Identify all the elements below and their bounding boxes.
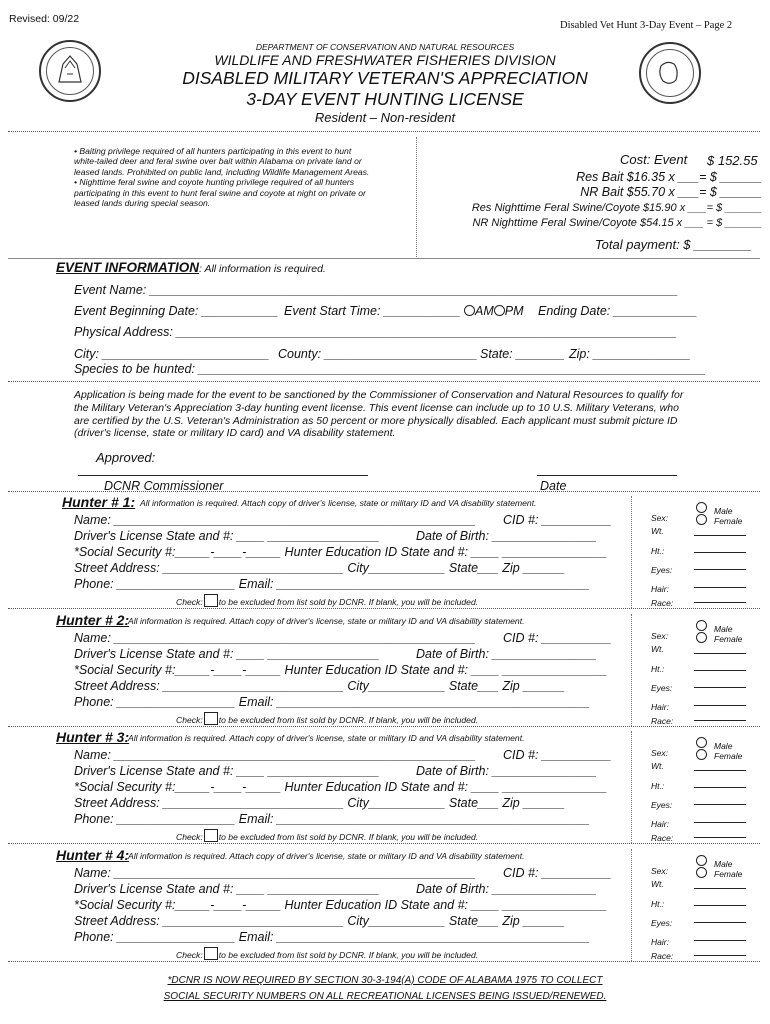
- bait-info-bullet: • Baiting privilege required of all hunters participating in this event to hunt white-tailed deer and feral swine over bait within Alabama on private land or leased lands. Prohibited on public land, including Wildlife Management Areas.: [74, 146, 370, 177]
- weight-label: Wt.: [651, 879, 664, 889]
- commissioner-label: DCNR Commissioner: [104, 479, 224, 493]
- hunter-name-field[interactable]: Name: ____________________________________________________: [74, 866, 476, 880]
- event-info-heading-row: [56, 260, 326, 275]
- hair-line[interactable]: [694, 705, 746, 706]
- zip-field[interactable]: Zip: ______________: [569, 347, 691, 361]
- exclude-note: to be excluded from list sold by DCNR. If blank, you will be included.: [218, 950, 479, 960]
- hunter-ssn-hunter-ed-field[interactable]: *Social Security #:_____-____-_____ Hunter Education ID State and #: ____ _______________: [74, 780, 608, 794]
- height-line[interactable]: [694, 905, 746, 906]
- footer-line-2: SOCIAL SECURITY NUMBERS ON ALL RECREATIONAL LICENSES BEING ISSUED/RENEWED.: [163, 991, 607, 1002]
- hunter-drivers-license-field[interactable]: Driver's License State and #: ____ ________________: [74, 529, 380, 543]
- cost-label: Cost: Event: [620, 152, 688, 167]
- department-name: DEPARTMENT OF CONSERVATION AND NATURAL RESOURCES: [255, 42, 515, 52]
- female-radio[interactable]: [696, 864, 707, 882]
- hunter-exclude-row: [176, 947, 478, 960]
- weight-label: Wt.: [651, 761, 664, 771]
- commissioner-signature-line[interactable]: [78, 475, 368, 476]
- hunter-note: All information is required. Attach copy of driver's license, state or military ID and VA disability statement.: [128, 851, 525, 861]
- weight-label: Wt.: [651, 644, 664, 654]
- race-label: Race:: [651, 951, 674, 961]
- event-start-time-field[interactable]: Event Start Time: ___________: [284, 304, 461, 318]
- event-info-note: : All information is required.: [199, 263, 326, 275]
- height-label: Ht.:: [651, 664, 665, 674]
- hunter-ssn-hunter-ed-field[interactable]: *Social Security #:_____-____-_____ Hunter Education ID State and #: ____ _______________: [74, 663, 608, 677]
- hunter-cid-field[interactable]: CID #: __________: [503, 748, 612, 762]
- event-name-field[interactable]: Event Name: ____________________________________________________________________________: [74, 283, 679, 297]
- eyes-label: Eyes:: [651, 918, 673, 928]
- height-label: Ht.:: [651, 546, 665, 556]
- hair-line[interactable]: [694, 822, 746, 823]
- hunter-phone-email-field[interactable]: Phone: _________________ Email: _____________________________________________: [74, 577, 590, 591]
- hair-label: Hair:: [651, 702, 669, 712]
- total-payment[interactable]: Total payment: $ ________: [594, 237, 752, 252]
- exclude-note: to be excluded from list sold by DCNR. If blank, you will be included.: [218, 597, 479, 607]
- sex-label: Sex:: [651, 748, 669, 758]
- hunter-ssn-hunter-ed-field[interactable]: *Social Security #:_____-____-_____ Hunter Education ID State and #: ____ _______________: [74, 545, 608, 559]
- hunter-street-address-field[interactable]: Street Address: __________________________ City___________ State___ Zip ______: [74, 561, 565, 575]
- weight-line[interactable]: [694, 770, 746, 771]
- nr-night-line[interactable]: NR Nighttime Feral Swine/Coyote $54.15 x ___ = $ ______: [472, 217, 762, 229]
- check-label: Check:: [176, 715, 203, 725]
- exclude-checkbox[interactable]: [204, 712, 218, 725]
- am-pm-group: [464, 304, 524, 318]
- male-label: Male: [714, 624, 733, 634]
- hunter-name-field[interactable]: Name: ____________________________________________________: [74, 748, 476, 762]
- form-subtitle: Resident – Non-resident: [314, 110, 456, 125]
- male-label: Male: [714, 741, 733, 751]
- exclude-note: to be excluded from list sold by DCNR. If blank, you will be included.: [218, 832, 479, 842]
- weight-line[interactable]: [694, 888, 746, 889]
- eyes-label: Eyes:: [651, 565, 673, 575]
- hair-line[interactable]: [694, 940, 746, 941]
- hunter-exclude-row: [176, 594, 478, 607]
- hunter-street-address-field[interactable]: Street Address: __________________________ City___________ State___ Zip ______: [74, 914, 565, 928]
- species-field[interactable]: Species to be hunted: _________________________________________________________________________: [74, 362, 706, 376]
- hunter-name-field[interactable]: Name: ____________________________________________________: [74, 513, 476, 527]
- eyes-label: Eyes:: [651, 683, 673, 693]
- female-label: Female: [714, 516, 743, 526]
- hunter-label: Hunter # 2:: [56, 612, 130, 628]
- hunter-phone-email-field[interactable]: Phone: _________________ Email: _____________________________________________: [74, 812, 590, 826]
- sex-label: Sex:: [651, 631, 669, 641]
- hunter-label: Hunter # 4:: [56, 847, 130, 863]
- race-line[interactable]: [694, 837, 746, 838]
- sex-label: Sex:: [651, 513, 669, 523]
- height-line[interactable]: [694, 787, 746, 788]
- state-field[interactable]: State: _______: [480, 347, 565, 361]
- hair-label: Hair:: [651, 937, 669, 947]
- race-label: Race:: [651, 598, 674, 608]
- am-label: AM: [475, 304, 494, 318]
- race-label: Race:: [651, 716, 674, 726]
- race-line[interactable]: [694, 602, 746, 603]
- res-bait-line[interactable]: Res Bait $16.35 x ___= $ ______: [576, 170, 762, 184]
- exclude-checkbox[interactable]: [204, 594, 218, 607]
- hunter-drivers-license-field[interactable]: Driver's License State and #: ____ ________________: [74, 882, 380, 896]
- hunter-note: All information is required. Attach copy of driver's license, state or military ID and VA disability statement.: [128, 616, 525, 626]
- female-radio[interactable]: [696, 629, 707, 647]
- hunter-dob-field[interactable]: Date of Birth: _______________: [416, 529, 597, 543]
- weight-label: Wt.: [651, 526, 664, 536]
- exclude-checkbox[interactable]: [204, 947, 218, 960]
- eyes-line[interactable]: [694, 569, 746, 570]
- hunter-drivers-license-field[interactable]: Driver's License State and #: ____ ________________: [74, 764, 380, 778]
- hunter-name-field[interactable]: Name: ____________________________________________________: [74, 631, 476, 645]
- approved-label: Approved:: [96, 450, 156, 465]
- male-label: Male: [714, 506, 733, 516]
- height-label: Ht.:: [651, 899, 665, 909]
- hunter-phone-email-field[interactable]: Phone: _________________ Email: _____________________________________________: [74, 930, 590, 944]
- eyes-line[interactable]: [694, 687, 746, 688]
- hunter-cid-field[interactable]: CID #: __________: [503, 513, 612, 527]
- female-label: Female: [714, 634, 743, 644]
- hunter-dob-field[interactable]: Date of Birth: _______________: [416, 647, 597, 661]
- res-night-line[interactable]: Res Nighttime Feral Swine/Coyote $15.90 x ___= $ ______: [471, 202, 762, 214]
- form-title-2: 3-DAY EVENT HUNTING LICENSE: [246, 89, 524, 109]
- hunter-dob-field[interactable]: Date of Birth: _______________: [416, 882, 597, 896]
- hunter-ssn-hunter-ed-field[interactable]: *Social Security #:_____-____-_____ Hunter Education ID State and #: ____ _______________: [74, 898, 608, 912]
- bait-info: [74, 146, 374, 208]
- male-label: Male: [714, 859, 733, 869]
- hair-label: Hair:: [651, 584, 669, 594]
- city-field[interactable]: City: ________________________: [74, 347, 270, 361]
- hunter-label: Hunter # 1:: [62, 494, 136, 510]
- hunter-note: All information is required. Attach copy of driver's license, state or military ID and VA disability statement.: [128, 733, 525, 743]
- hair-label: Hair:: [651, 819, 669, 829]
- hunter-drivers-license-field[interactable]: Driver's License State and #: ____ ________________: [74, 647, 380, 661]
- female-radio[interactable]: [696, 511, 707, 529]
- approval-date-line[interactable]: [537, 475, 677, 476]
- check-label: Check:: [176, 832, 203, 842]
- page-label: Disabled Vet Hunt 3-Day Event – Page 2: [560, 20, 733, 31]
- hunter-label: Hunter # 3:: [56, 729, 130, 745]
- exclude-checkbox[interactable]: [204, 829, 218, 842]
- female-label: Female: [714, 751, 743, 761]
- county-field[interactable]: County: ______________________: [278, 347, 478, 361]
- race-line[interactable]: [694, 720, 746, 721]
- height-line[interactable]: [694, 670, 746, 671]
- date-label: Date: [540, 479, 567, 493]
- hunter-dob-field[interactable]: Date of Birth: _______________: [416, 764, 597, 778]
- application-statement: Application is being made for the event to be sanctioned by the Commissioner of Conservation and Natural Resources to qualify for the Military Veteran's Appreciation 3-day hunting event license. This event license can include up to 10 U.S. Military Veterans, who are certified by the U.S. Veteran's Administration as 50 percent or more physically disabled. Each applicant must submit picture ID (driver's license, state or military ID card) and VA disability statement.: [74, 389, 684, 440]
- revised-date: Revised: 09/22: [9, 13, 80, 25]
- pm-label: PM: [504, 304, 524, 318]
- form-title-1: DISABLED MILITARY VETERAN'S APPRECIATION: [182, 68, 588, 88]
- physical-address-field[interactable]: Physical Address: ________________________________________________________________________: [74, 325, 677, 339]
- hair-line[interactable]: [694, 587, 746, 588]
- hunter-note: All information is required. Attach copy of driver's license, state or military ID and VA disability statement.: [140, 498, 537, 508]
- height-line[interactable]: [694, 552, 746, 553]
- race-label: Race:: [651, 833, 674, 843]
- hunter-street-address-field[interactable]: Street Address: __________________________ City___________ State___ Zip ______: [74, 796, 565, 810]
- division-name: WILDLIFE AND FRESHWATER FISHERIES DIVISION: [214, 52, 556, 68]
- weight-line[interactable]: [694, 535, 746, 536]
- event-begin-date-field[interactable]: Event Beginning Date: ___________: [74, 304, 279, 318]
- eyes-line[interactable]: [694, 804, 746, 805]
- am-radio[interactable]: [464, 305, 475, 316]
- female-radio[interactable]: [696, 746, 707, 764]
- race-line[interactable]: [694, 955, 746, 956]
- ending-date-field[interactable]: Ending Date: ____________: [538, 304, 698, 318]
- female-label: Female: [714, 869, 743, 879]
- cost-value: $ 152.55: [707, 153, 758, 168]
- night-info-bullet: • Nighttime feral swine and coyote hunting privilege required of all hunters participating in this event to hunt feral swine and coyote at night on private or leased lands during special season.: [74, 177, 366, 209]
- sex-label: Sex:: [651, 866, 669, 876]
- nr-bait-line[interactable]: NR Bait $55.70 x ___= $ ______: [580, 185, 762, 199]
- check-label: Check:: [176, 950, 203, 960]
- footer-line-1: *DCNR IS NOW REQUIRED BY SECTION 30-3-194(A) CODE OF ALABAMA 1975 TO COLLECT: [167, 975, 603, 986]
- check-label: Check:: [176, 597, 203, 607]
- hunter-cid-field[interactable]: CID #: __________: [503, 866, 612, 880]
- weight-line[interactable]: [694, 653, 746, 654]
- hunter-phone-email-field[interactable]: Phone: _________________ Email: _____________________________________________: [74, 695, 590, 709]
- eyes-line[interactable]: [694, 922, 746, 923]
- hunter-cid-field[interactable]: CID #: __________: [503, 631, 612, 645]
- hunter-exclude-row: [176, 712, 478, 725]
- height-label: Ht.:: [651, 781, 665, 791]
- eyes-label: Eyes:: [651, 800, 673, 810]
- pm-radio[interactable]: [494, 305, 505, 316]
- hunter-exclude-row: [176, 829, 478, 842]
- hunter-street-address-field[interactable]: Street Address: __________________________ City___________ State___ Zip ______: [74, 679, 565, 693]
- event-info-heading: EVENT INFORMATION: [56, 260, 199, 275]
- exclude-note: to be excluded from list sold by DCNR. If blank, you will be included.: [218, 715, 479, 725]
